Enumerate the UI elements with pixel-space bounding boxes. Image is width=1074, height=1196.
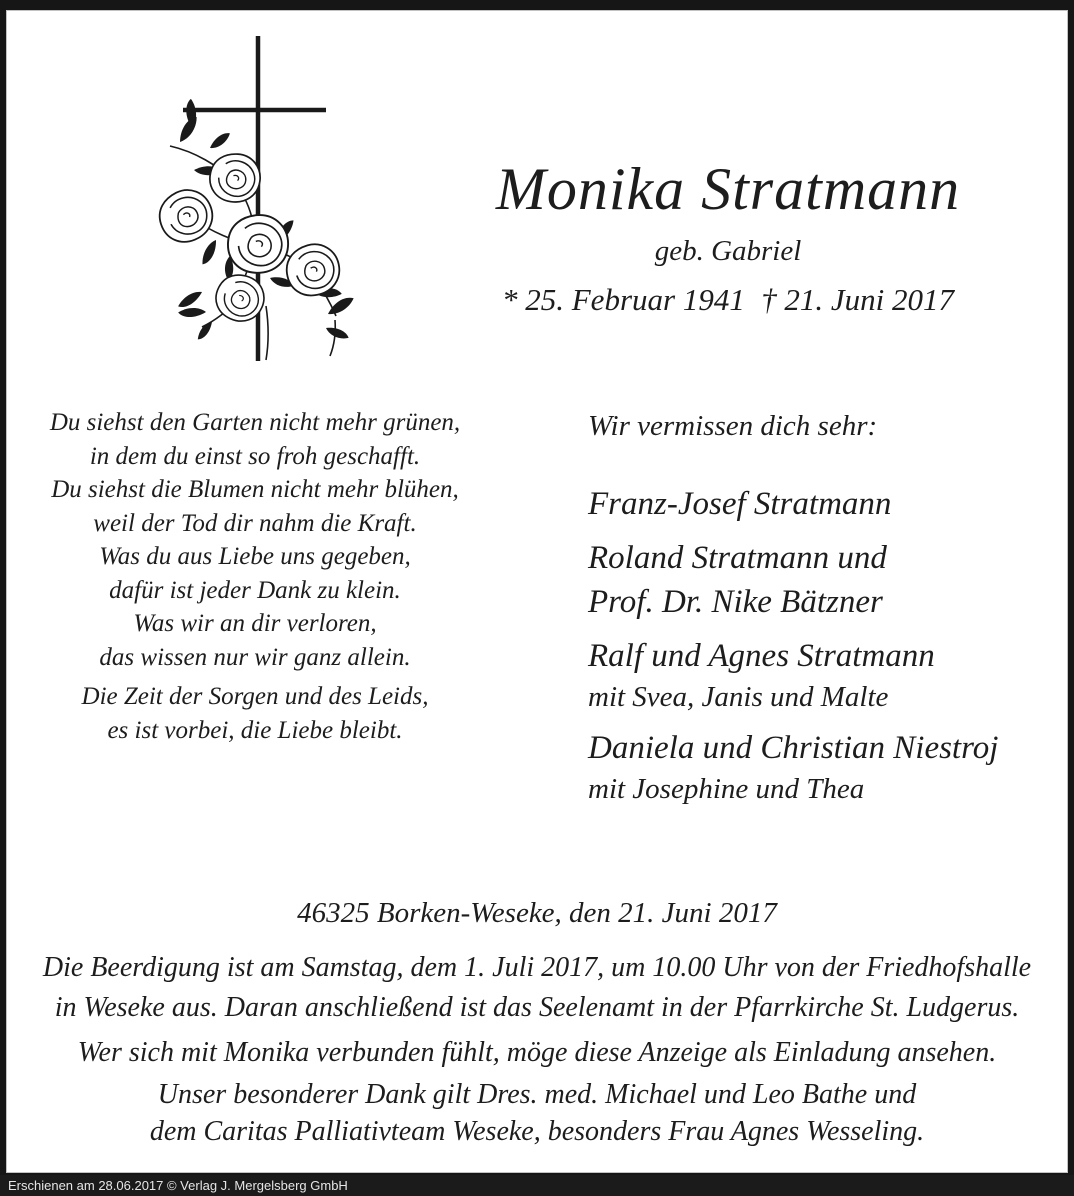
thanks-block xyxy=(6,1076,1068,1150)
poem-stanza-2 xyxy=(36,680,474,747)
poem-line: weil der Tod dir nahm die Kraft. xyxy=(93,509,417,537)
funeral-info xyxy=(6,948,1068,1028)
mourner-name: Prof. Dr. Nike Bätzner xyxy=(588,584,883,620)
cross-with-roses-artwork xyxy=(130,20,410,380)
mourner-children: mit Josephine und Thea xyxy=(588,773,865,805)
mourners-intro: Wir vermissen dich sehr: xyxy=(588,410,878,442)
publisher-bar xyxy=(0,1175,1074,1196)
mourner-name: Franz-Josef Stratmann xyxy=(588,486,892,522)
poem-line: Was du aus Liebe uns gegeben, xyxy=(99,543,411,570)
poem-line: Du siehst die Blumen nicht mehr blühen, xyxy=(51,476,459,503)
poem-line: Was wir an dir verloren, xyxy=(133,610,377,637)
obituary-card xyxy=(6,10,1068,1173)
mourner-group xyxy=(588,536,1048,624)
mourners-block xyxy=(588,408,1048,818)
thanks-line: Unser besonderer Dank gilt Dres. med. Michael und Leo Bathe und xyxy=(157,1079,917,1110)
funeral-info-line: Die Beerdigung ist am Samstag, dem 1. Juli 2017, um 10.00 Uhr von der Friedhofshalle xyxy=(42,952,1032,983)
poem-line: Du siehst den Garten nicht mehr grünen, xyxy=(49,409,461,436)
mourner-name: Roland Stratmann und xyxy=(588,540,887,576)
poem-line: Die Zeit der Sorgen und des Leids, xyxy=(81,683,429,710)
poem-line: das wissen nur wir ganz allein. xyxy=(99,643,411,671)
place-date-line: 46325 Borken-Weseke, den 21. Juni 2017 xyxy=(297,897,777,929)
mourner-children: mit Svea, Janis und Malte xyxy=(588,681,889,713)
publisher-text: Erschienen am 28.06.2017 © Verlag J. Mergelsberg GmbH xyxy=(8,1178,348,1193)
memorial-poem xyxy=(36,406,474,747)
invitation-line: Wer sich mit Monika verbunden fühlt, möge diese Anzeige als Einladung ansehen. xyxy=(77,1037,997,1068)
life-dates xyxy=(492,280,964,320)
thanks-line: dem Caritas Palliativteam Weseke, besonders Frau Agnes Wesseling. xyxy=(149,1116,925,1147)
funeral-info-line: in Weseke aus. Daran anschließend ist das Seelenamt in der Pfarrkirche St. Ludgerus. xyxy=(54,992,1020,1023)
birth-date: * 25. Februar 1941 xyxy=(502,282,745,317)
mourner-name: Ralf und Agnes Stratmann xyxy=(588,638,935,674)
deceased-name: Monika Stratmann xyxy=(495,156,961,222)
mourner-group xyxy=(588,634,1048,716)
poem-line: in dem du einst so froh geschafft. xyxy=(89,442,421,470)
header-block xyxy=(492,156,964,320)
death-date: † 21. Juni 2017 xyxy=(761,282,954,317)
poem-line: es ist vorbei, die Liebe bleibt. xyxy=(107,716,403,744)
mourner-name: Daniela und Christian Niestroj xyxy=(588,730,999,766)
poem-line: dafür ist jeder Dank zu klein. xyxy=(109,576,401,604)
mourner-group xyxy=(588,482,1048,526)
maiden-name: geb. Gabriel xyxy=(654,235,802,267)
mourner-group xyxy=(588,726,1048,808)
